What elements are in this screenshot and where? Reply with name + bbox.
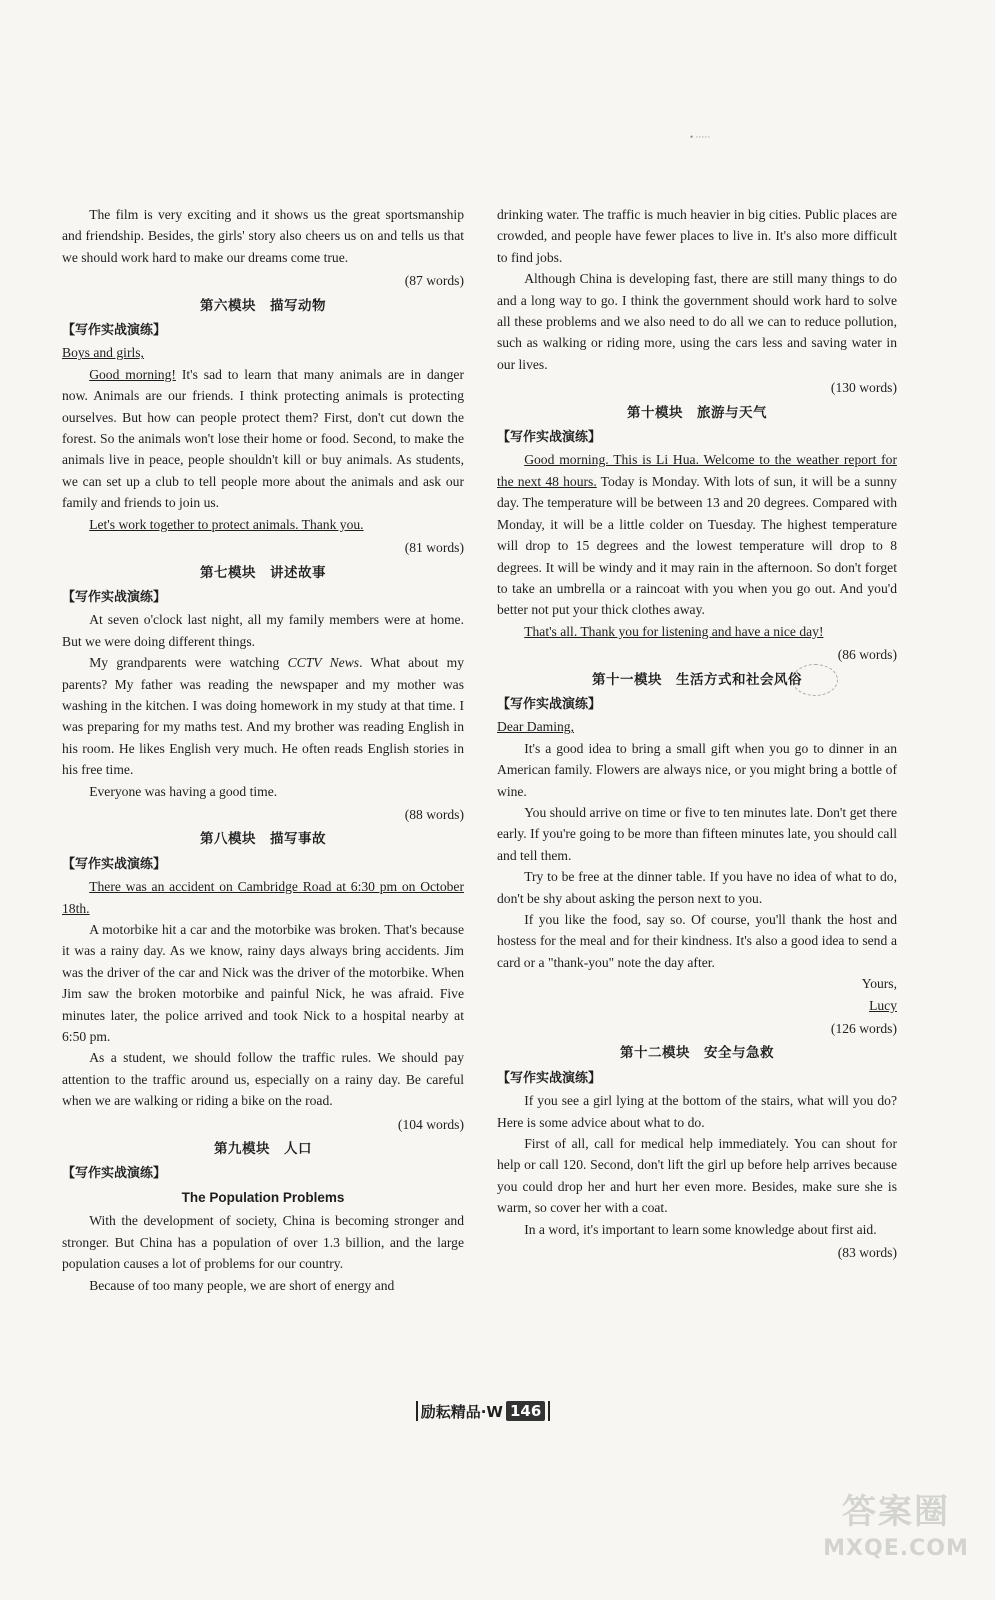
section-tag: 【写作实战演练】 [62,589,167,605]
intro-paragraph: The film is very exciting and it shows us the great sportsmanship and friendship. Besides, the girls' story also cheers us on and tells us that we should work hard to make our dreams come true. [62,207,464,265]
essay-paragraph: At seven o'clock last night, all my family members were at home. But we were doing different things. [62,612,464,649]
word-count: (83 words) [837,1245,897,1261]
scan-mark: • ····· [690,132,711,142]
essay-paragraph: If you see a girl lying at the bottom of the stairs, what will you do? Here is some advice about what to do. [497,1093,897,1130]
word-count: (81 words) [404,540,464,556]
footer-bar-right [548,1401,550,1421]
essay-paragraph: It's a good idea to bring a small gift when you go to dinner in an American family. Flowers are always nice, or you might bring a bottle of wine. [497,740,897,799]
section-tag: 【写作实战演练】 [62,323,167,339]
section-tag: 【写作实战演练】 [497,430,602,446]
essay-paragraph: Because of too many people, we are short of energy and [89,1277,395,1293]
closing: Yours, [861,976,897,992]
essay-paragraph: That's all. Thank you for listening and have a nice day! [524,623,824,639]
section-tag: 【写作实战演练】 [62,1166,167,1182]
watermark-top: 答案圈 [842,1492,950,1532]
essay-paragraph: My grandparents were watching CCTV News. What about my parents? My father was reading the newspaper and my mother was washing in the kitchen. I was doing homework in my study at that time. I was preparing for my maths test. And my brother was reading English in his room. He likes English very much. He often reads English stories in his free time. [62,655,465,778]
essay-title: The Population Problems [181,1189,345,1205]
essay-paragraph: As a student, we should follow the traffic rules. We should pay attention to the traffic around us, especially on a rainy day. Be careful when we are walking or riding a bike on the road. [62,1050,464,1109]
section-tag: 【写作实战演练】 [62,856,167,872]
page-footer [398,1398,568,1424]
word-count: (130 words) [830,380,897,396]
word-count: (88 words) [404,806,464,822]
module-12-title: 第十二模块 安全与急救 [620,1045,774,1062]
right-column [497,204,897,1267]
left-column [62,204,464,1296]
module-9-title: 第九模块 人口 [214,1141,312,1158]
word-count: (86 words) [837,647,897,663]
word-count: (87 words) [404,273,464,289]
module-8-title: 第八模块 描写事故 [200,831,326,848]
essay-paragraph: Everyone was having a good time. [89,783,278,799]
module-10-title: 第十模块 旅游与天气 [627,404,767,421]
essay-paragraph: You should arrive on time or five to ten minutes late. Don't get there early. If you're going to be more than fifteen minutes late, you should call and tell them. [497,804,897,863]
module-7-title: 第七模块 讲述故事 [200,564,326,581]
section-tag: 【写作实战演练】 [497,1070,602,1086]
salutation: Dear Daming, [497,719,575,735]
signature: Lucy [869,997,897,1013]
essay-paragraph: Good morning. This is Li Hua. Welcome to the weather report for the next 48 hours. Today is Monday. With lots of sun, it will be a sunny day. The temperature will be between 13 and 20 degrees. Compared with Monday, it will be a little colder on Tuesday. The highest temperature will drop to 15 degrees and the lowest temperature will drop to 8 degrees. It will be windy and it may rain in the afternoon. So don't forget to take an umbrella or a raincoat with you when you go out. And you'd better not put your thick clothes away. [497,452,897,618]
essay-paragraph: Try to be free at the dinner table. If you have no idea of what to do, don't be shy about asking the person next to you. [497,869,897,906]
essay-paragraph: There was an accident on Cambridge Road at 6:30 pm on October 18th. [62,879,464,916]
section-tag: 【写作实战演练】 [497,696,602,712]
footer-bar-left [416,1401,418,1421]
essay-paragraph: First of all, call for medical help immediately. You can shout for help or call 120. Second, don't lift the girl up before help arrives because you could drop her and hurt her even more. Besides, make sure she is warm, so cover her with a coat. [497,1136,897,1216]
essay-paragraph: Good morning! It's sad to learn that many animals are in danger now. Animals are our friends. I think protecting animals is protecting ourselves. But how can people protect them? First, don't cut down the forest. So the animals won't lose their home or food. Second, to make the animals live in peace, people shouldn't kill or buy animals. As students, we can set up a club to tell people more about the animals and ask our family and friends to join us. [62,366,464,511]
module-11-title: 第十一模块 生活方式和社会风俗 [592,671,802,688]
essay-paragraph: Let's work together to protect animals. Thank you. [89,516,364,532]
essay-paragraph: With the development of society, China is becoming stronger and stronger. But China has a population of over 1.3 billion, and the large population causes a lot of problems for our country. [62,1213,464,1272]
essay-paragraph: drinking water. The traffic is much heavier in big cities. Public places are crowded, and people have fewer places to live in. It's also more difficult to find jobs. [497,207,897,265]
essay-paragraph: In a word, it's important to learn some knowledge about first aid. [524,1221,877,1237]
stamp-mark [792,664,838,696]
salutation: Boys and girls, [62,345,144,361]
page-number: 146 [506,1401,545,1421]
essay-paragraph: Although China is developing fast, there are still many things to do and a long way to go. I think the government should work hard to solve all these problems and we also need to do all we can to reduce pollution, such as walking or riding more, using the cars less and saving water in our lives. [497,271,897,372]
watermark-bottom: MXQE.COM [823,1536,969,1561]
word-count: (104 words) [397,1116,464,1132]
essay-paragraph: A motorbike hit a car and the motorbike was broken. That's because it was a rainy day. As we know, rainy days always bring accidents. Jim was the driver of the car and Nick was the driver of the motorbike. When Jim saw the broken motorbike and painful Nick, he was afraid. Five minutes later, the police arrived and took Nick to a hospital nearby at 6:50 pm. [62,922,464,1045]
essay-paragraph: If you like the food, say so. Of course, you'll thank the host and hostess for the meal and for their kindness. It's also a good idea to send a card or a "thank-you" note the day after. [497,912,897,970]
watermark-logo [812,1488,980,1596]
word-count: (126 words) [830,1021,897,1037]
module-6-title: 第六模块 描写动物 [200,297,326,314]
footer-brand: 励耘精品·W [420,1402,503,1421]
